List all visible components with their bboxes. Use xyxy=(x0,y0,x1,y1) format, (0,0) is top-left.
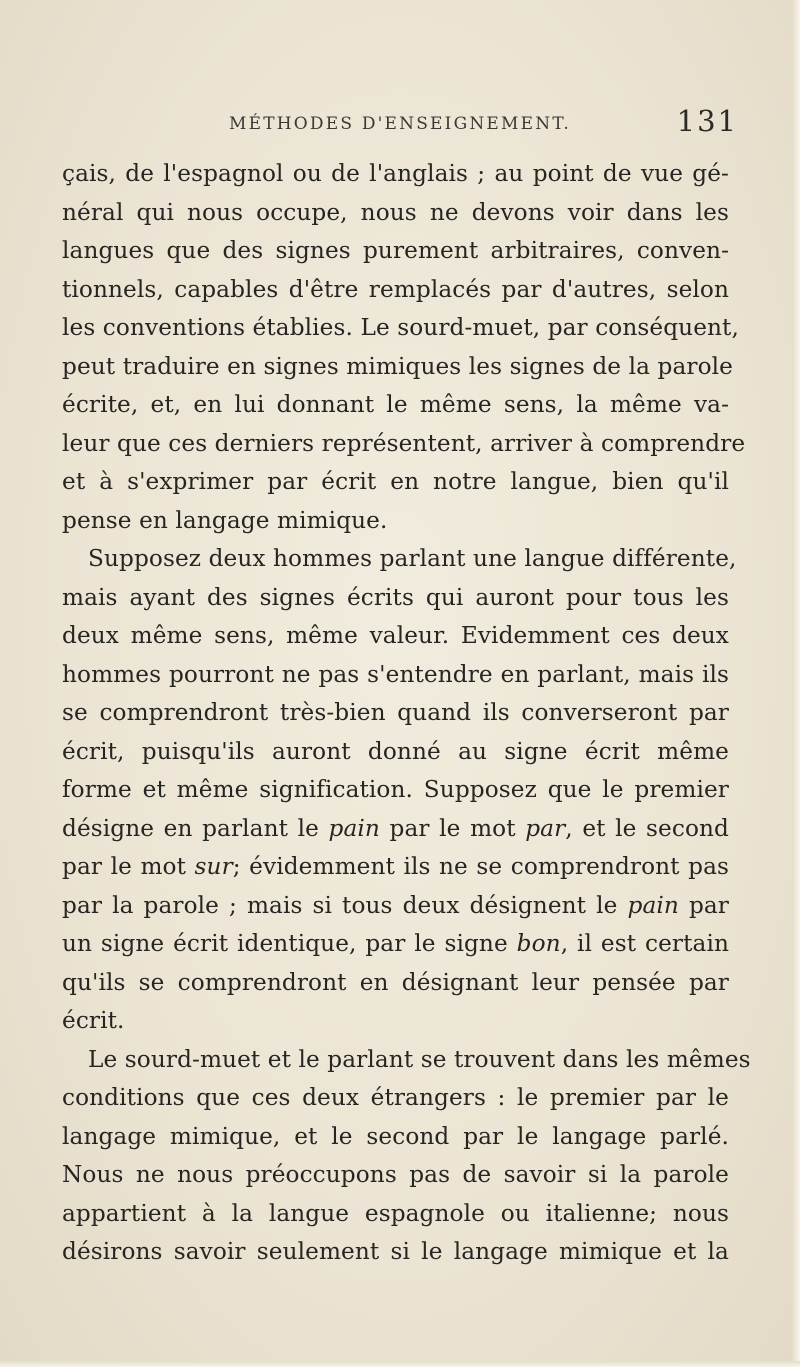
italic-word: par xyxy=(525,814,566,842)
text-segment: conditions que ces deux étrangers : le premier par le xyxy=(62,1084,729,1111)
page-number: 131 xyxy=(676,104,738,138)
page-edge-bottom xyxy=(0,1361,800,1367)
text-line xyxy=(62,810,729,849)
running-title: MÉTHODES D'ENSEIGNEMENT. xyxy=(229,114,571,134)
text-segment: par le mot xyxy=(379,814,526,842)
text-line xyxy=(62,656,729,695)
text-segment: les conventions établies. Le sourd-muet, par conséquent, xyxy=(62,314,739,341)
text-segment: peut traduire en signes mimiques les signes de la parole xyxy=(62,352,733,380)
text-segment: écrit. xyxy=(62,1007,125,1034)
text-segment: hommes pourront ne pas s'entendre en parlant, mais ils xyxy=(62,660,729,688)
text-line xyxy=(62,1079,729,1118)
italic-word: pain xyxy=(627,891,679,919)
text-line xyxy=(62,1233,729,1272)
italic-word: pain xyxy=(328,814,380,842)
text-segment: çais, de l'espagnol ou de l'anglais ; au point de vue gé- xyxy=(62,160,729,187)
text-segment: par la parole ; mais si tous deux désignent le xyxy=(62,891,628,919)
text-segment: et à s'exprimer par écrit en notre langue, bien qu'il xyxy=(62,468,729,495)
page-edge-right xyxy=(792,0,800,1367)
text-segment: langage mimique, et le second par le langage parlé. xyxy=(62,1122,729,1150)
text-line xyxy=(62,694,729,733)
text-segment: par le mot xyxy=(62,853,195,880)
text-segment: , et le second xyxy=(565,814,730,842)
text-segment: forme et même signification. Supposez que le premier xyxy=(62,776,729,803)
text-line xyxy=(62,1041,751,1080)
italic-word: bon xyxy=(516,930,561,957)
running-header xyxy=(62,104,738,140)
text-line xyxy=(62,540,737,579)
text-segment: leur que ces derniers représentent, arriver à comprendre xyxy=(62,429,746,457)
text-segment: deux même sens, même valeur. Evidemment ces deux xyxy=(62,622,729,649)
text-segment: ; évidemment ils ne se comprendront pas xyxy=(232,853,729,880)
text-line xyxy=(62,425,746,464)
text-line xyxy=(62,579,729,618)
text-line xyxy=(62,848,729,887)
text-line xyxy=(62,463,729,502)
text-segment: désirons savoir seulement si le langage mimique et la xyxy=(62,1238,729,1265)
text-line xyxy=(62,1118,729,1157)
text-line xyxy=(62,502,729,541)
text-line xyxy=(62,1156,729,1195)
text-segment: désigne en parlant le xyxy=(62,814,329,842)
text-line xyxy=(62,1002,729,1041)
text-line xyxy=(62,964,729,1003)
text-segment: Supposez deux hommes parlant une langue différente, xyxy=(88,545,737,572)
text-segment: se comprendront très-bien quand ils converseront par xyxy=(62,699,729,726)
italic-word: sur xyxy=(194,853,233,880)
text-segment: écrite, et, en lui donnant le même sens, la même va- xyxy=(62,391,729,418)
text-segment: pense en langage mimique. xyxy=(62,506,388,534)
text-line xyxy=(62,348,733,387)
text-line xyxy=(62,733,729,772)
text-segment: Le sourd-muet et le parlant se trouvent dans les mêmes xyxy=(88,1045,751,1073)
text-line xyxy=(62,925,729,964)
text-line xyxy=(62,271,729,310)
text-line xyxy=(62,617,729,656)
text-segment: , il est certain xyxy=(560,930,729,957)
text-line xyxy=(62,887,729,926)
text-line xyxy=(62,155,729,194)
text-segment: écrit, puisqu'ils auront donné au signe écrit même xyxy=(62,737,729,765)
text-line xyxy=(62,386,729,425)
text-segment: par xyxy=(678,891,729,919)
text-line xyxy=(62,194,729,233)
text-segment: tionnels, capables d'être remplacés par d'autres, selon xyxy=(62,275,729,303)
text-segment: qu'ils se comprendront en désignant leur pensée par xyxy=(62,968,729,996)
text-line xyxy=(62,309,739,348)
text-segment: appartient à la langue espagnole ou italienne; nous xyxy=(62,1199,729,1227)
text-line xyxy=(62,232,729,271)
text-segment: néral qui nous occupe, nous ne devons voir dans les xyxy=(62,198,729,226)
body-text xyxy=(62,155,751,1272)
text-segment: un signe écrit identique, par le signe xyxy=(62,930,517,957)
text-segment: langues que des signes purement arbitraires, conven- xyxy=(62,237,729,264)
text-line xyxy=(62,1195,729,1234)
text-segment: Nous ne nous préoccupons pas de savoir si la parole xyxy=(62,1161,729,1188)
text-segment: mais ayant des signes écrits qui auront pour tous les xyxy=(62,583,729,611)
text-line xyxy=(62,771,729,810)
